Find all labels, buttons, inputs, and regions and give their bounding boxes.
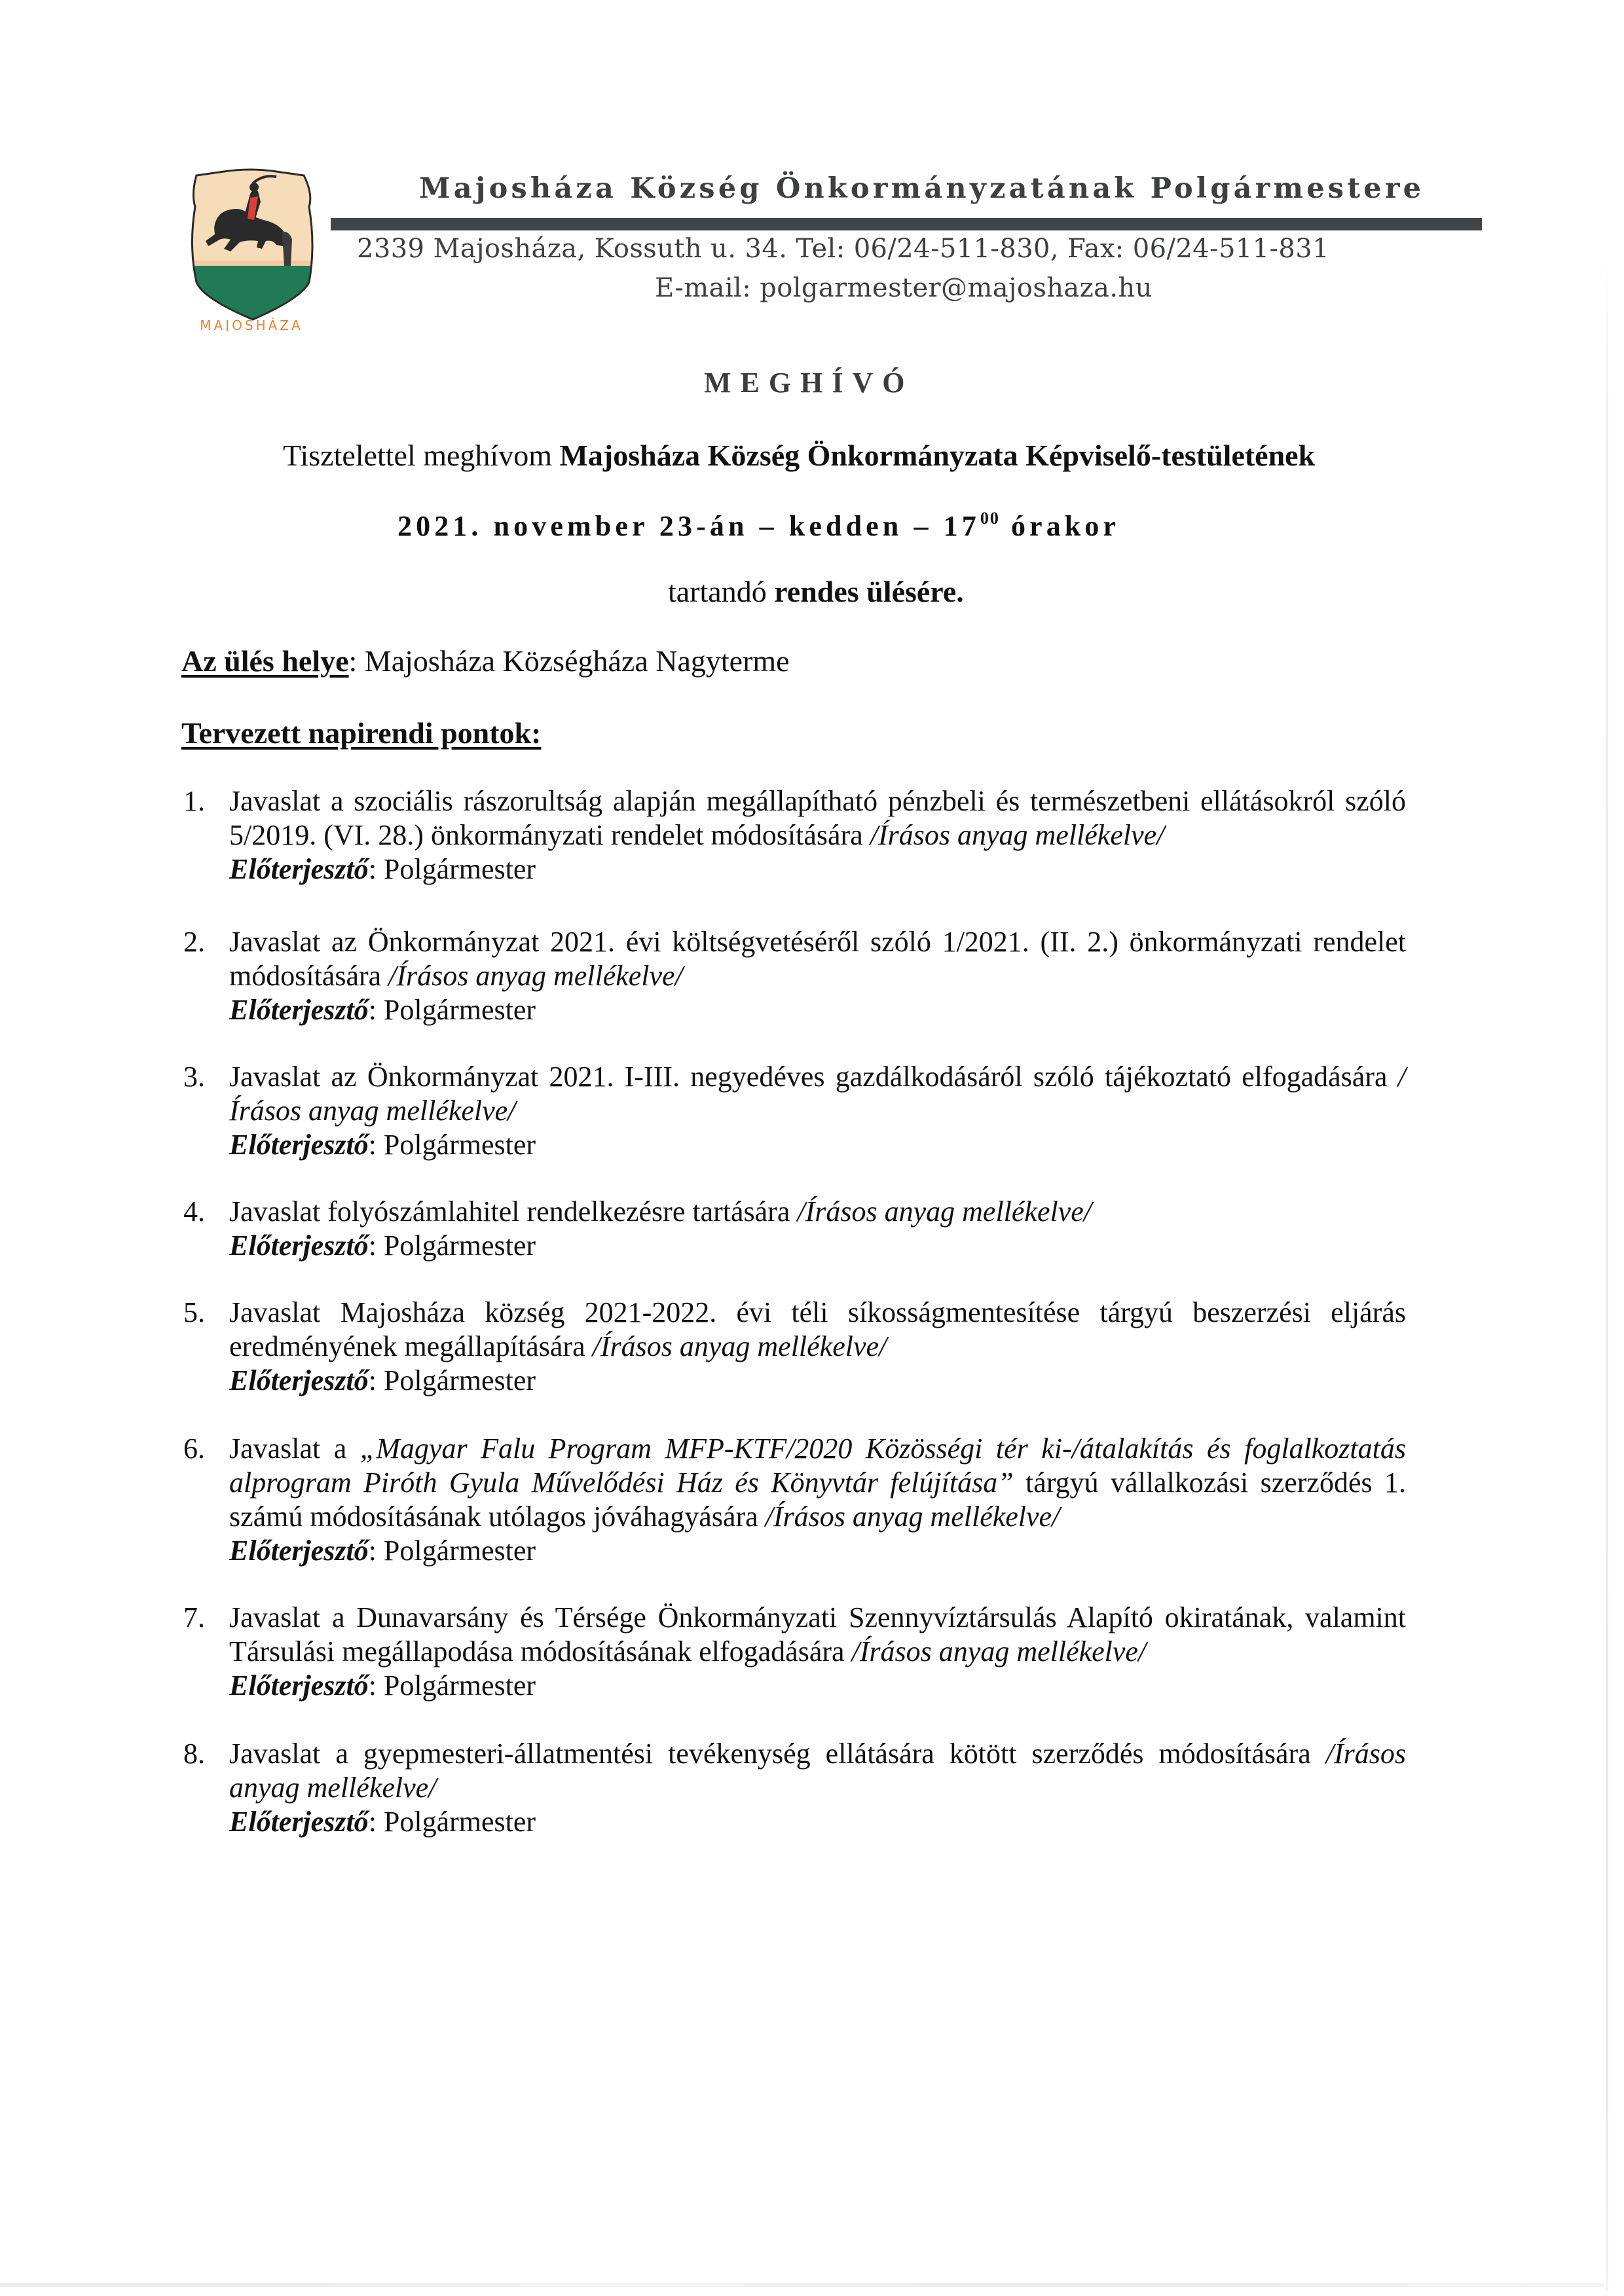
agenda-item-number: 6.: [183, 1432, 205, 1465]
agenda-item: [181, 1432, 1406, 1568]
agenda-item-text-prefix: Javaslat a: [229, 1432, 360, 1465]
intro-body-name: Majosháza Község Önkormányzata Képviselő-testületének: [559, 439, 1316, 472]
meeting-type-bold: rendes ülésére.: [774, 575, 964, 608]
agenda-heading: Tervezett napirendi pontok:: [181, 716, 542, 750]
agenda-item-number: 8.: [183, 1738, 205, 1770]
agenda-item-note: /Írásos anyag mellékelve/: [592, 1330, 887, 1362]
agenda-item-text: Javaslat a gyepmesteri-állatmentési tevékenység ellátására kötött szerződés módosítására: [229, 1738, 1326, 1770]
agenda-item: [181, 784, 1406, 886]
agenda-item-note: /Írásos anyag mellékelve/: [851, 1635, 1147, 1667]
meeting-type-prefix: tartandó: [668, 575, 775, 608]
agenda-item-text: tárgyú vállalkozási szerződés 1. számú módosításának utólagos jóváhagyására: [229, 1467, 1406, 1533]
meeting-date-suffix: órakor: [999, 510, 1120, 542]
agenda-item-presenter: [229, 852, 1406, 886]
letterhead-email: E-mail: polgarmester@majoshaza.hu: [655, 273, 1153, 303]
agenda-item-note: /Írásos anyag mellékelve/: [229, 1061, 1406, 1127]
location-separator: :: [348, 644, 365, 678]
presenter-label: Előterjesztő: [229, 1129, 369, 1161]
agenda-item-presenter: [229, 1229, 1406, 1263]
presenter-label: Előterjesztő: [229, 1230, 369, 1262]
meeting-type: [668, 574, 964, 610]
meeting-date-main: 2021. november 23-án – kedden – 17: [397, 510, 980, 542]
invitation-intro: [283, 437, 1315, 474]
agenda-item-text: Javaslat az Önkormányzat 2021. évi költségvetéséről szóló 1/2021. (II. 2.) önkormányzati rendelet módosítására: [229, 926, 1406, 992]
agenda-item-text: Javaslat a Dunavarsány és Térsége Önkormányzati Szennyvíztársulás Alapító okiratának, valamint Társulási megállapodása módosításának elfogadására: [229, 1601, 1406, 1667]
agenda-list: [181, 784, 1406, 1839]
agenda-item-text: Javaslat az Önkormányzat 2021. I-III. negyedéves gazdálkodásáról szóló tájékoztató elfogadására: [229, 1061, 1398, 1093]
presenter-label: Előterjesztő: [229, 1364, 369, 1396]
agenda-item: [181, 1195, 1406, 1263]
agenda-item-presenter: [229, 1364, 1406, 1398]
agenda-item: [181, 1737, 1406, 1839]
agenda-item-number: 2.: [183, 926, 205, 958]
document-heading: MEGHÍVÓ: [704, 367, 914, 399]
presenter-value: : Polgármester: [368, 1669, 536, 1702]
agenda-item-presenter: [229, 1669, 1406, 1703]
agenda-item: [181, 925, 1406, 1027]
agenda-item-number: 5.: [183, 1296, 205, 1328]
meeting-location: [181, 643, 790, 680]
presenter-value: : Polgármester: [368, 1364, 536, 1396]
presenter-label: Előterjesztő: [229, 1806, 369, 1838]
agenda-item-text: Javaslat a szociális rászorultság alapján megállapítható pénzbeli és természetbeni ellátásokról szóló 5/2019. (VI. 28.) önkormányzati rendelet módosítására: [229, 785, 1406, 851]
svg-text:MAJOSHÁZA: MAJOSHÁZA: [200, 318, 303, 331]
agenda-item-text: Javaslat folyószámlahitel rendelkezésre tartására: [229, 1195, 798, 1228]
presenter-value: : Polgármester: [368, 853, 536, 885]
presenter-label: Előterjesztő: [229, 853, 369, 885]
agenda-item-presenter: [229, 1534, 1406, 1568]
presenter-value: : Polgármester: [368, 1535, 536, 1567]
agenda-item: [181, 1060, 1406, 1162]
location-value: Majosháza Községháza Nagyterme: [364, 644, 790, 678]
agenda-item-text: Javaslat Majosháza község 2021-2022. évi téli síkosságmentesítése tárgyú beszerzési eljárás eredményének megállapítására: [229, 1296, 1406, 1362]
scan-edge-vertical: [1606, 249, 1608, 2291]
intro-text: Tisztelettel meghívom: [283, 439, 560, 472]
agenda-item-number: 4.: [183, 1195, 205, 1228]
location-label: Az ülés helye: [181, 644, 349, 678]
presenter-value: : Polgármester: [368, 994, 536, 1026]
agenda-item-presenter: [229, 993, 1406, 1027]
agenda-item-note: /Írásos anyag mellékelve/: [388, 960, 683, 992]
scan-edge-horizontal: [0, 2283, 1604, 2287]
meeting-time-minutes: 00: [980, 509, 1000, 528]
agenda-item-number: 1.: [183, 785, 205, 817]
meeting-date: [397, 508, 1120, 545]
agenda-item-program-title: „Magyar Falu Program MFP-KTF/2020 Közösségi tér ki-/átalakítás és foglalkoztatás alprogram Piróth Gyula Művelődési Ház és Könyvtár felújítása”: [229, 1432, 1407, 1499]
agenda-item-number: 3.: [183, 1061, 205, 1093]
agenda-item-note: /Írásos anyag mellékelve/: [229, 1738, 1406, 1804]
presenter-label: Előterjesztő: [229, 994, 369, 1026]
agenda-item-note: /Írásos anyag mellékelve/: [870, 819, 1165, 851]
agenda-item: [181, 1296, 1406, 1398]
presenter-label: Előterjesztő: [229, 1669, 369, 1702]
presenter-value: : Polgármester: [368, 1129, 536, 1161]
agenda-item-note: /Írásos anyag mellékelve/: [797, 1195, 1092, 1228]
presenter-value: : Polgármester: [368, 1230, 536, 1262]
agenda-item-number: 7.: [183, 1601, 205, 1633]
agenda-item: [181, 1601, 1406, 1703]
coat-of-arms-icon: [185, 168, 319, 331]
agenda-item-presenter: [229, 1128, 1406, 1162]
presenter-value: : Polgármester: [368, 1806, 536, 1838]
agenda-item-note: /Írásos anyag mellékelve/: [765, 1501, 1060, 1533]
presenter-label: Előterjesztő: [229, 1535, 369, 1567]
letterhead-address: 2339 Majosháza, Kossuth u. 34. Tel: 06/24-511-830, Fax: 06/24-511-831: [357, 234, 1329, 264]
letterhead-divider: [331, 218, 1482, 230]
letterhead-title: Majosháza Község Önkormányzatának Polgármestere: [419, 172, 1425, 205]
agenda-item-presenter: [229, 1805, 1406, 1839]
